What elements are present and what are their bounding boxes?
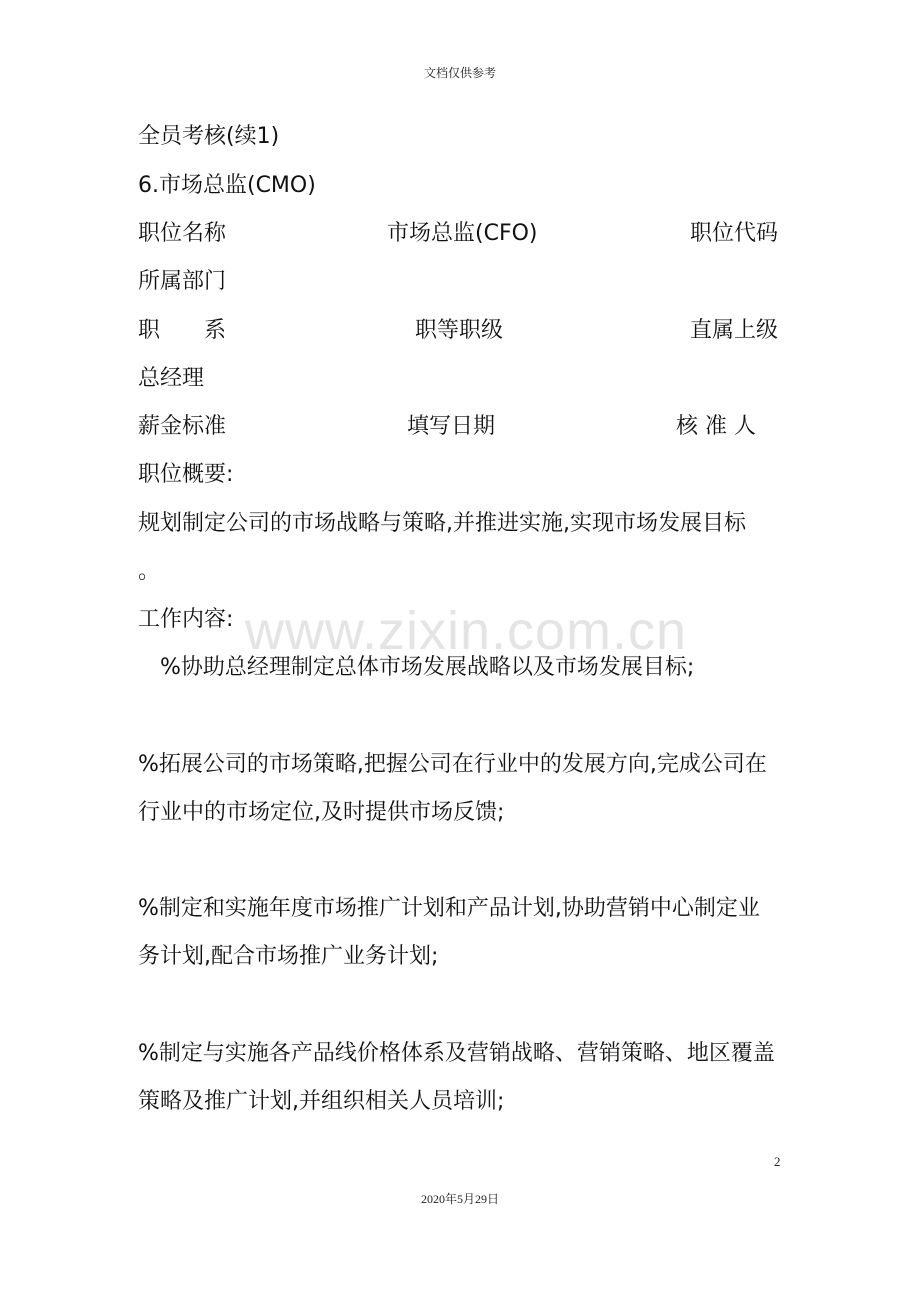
- field-label-position-code: 职位代码: [690, 221, 779, 246]
- field-label-job-family: 职 系: [138, 318, 227, 343]
- position-title: 6.市场总监(CMO): [138, 173, 316, 198]
- summary-label: 职位概要:: [138, 462, 234, 487]
- summary-text-line: 。: [138, 559, 161, 584]
- work-item-line: 策略及推广计划,并组织相关人员培训;: [138, 1089, 505, 1114]
- work-item-line: %制定和实施年度市场推广计划和产品计划,协助营销中心制定业: [138, 896, 760, 921]
- work-item-line: 行业中的市场定位,及时提供市场反馈;: [138, 800, 505, 825]
- work-item-line: %制定与实施各产品线价格体系及营销战略、营销策略、地区覆盖: [138, 1041, 775, 1066]
- field-label-approver: 核 准 人: [676, 414, 756, 439]
- field-label-fill-date: 填写日期: [407, 414, 496, 439]
- field-label-position-name: 职位名称: [138, 221, 227, 246]
- field-label-grade: 职等职级: [415, 318, 504, 343]
- field-label-department: 所属部门: [138, 269, 227, 294]
- summary-text-line: 规划制定公司的市场战略与策略,并推进实施,实现市场发展目标: [138, 511, 746, 536]
- watermark: www.zixin.com.cn: [244, 601, 688, 661]
- field-label-supervisor: 直属上级: [690, 318, 779, 343]
- work-item-line: %协助总经理制定总体市场发展战略以及市场发展目标;: [160, 655, 695, 680]
- page-number: 2: [774, 1154, 781, 1169]
- field-value-position-name: 市场总监(CFO): [387, 221, 538, 246]
- section-title: 全员考核(续1): [138, 124, 280, 149]
- page-header: 文档仅供参考: [423, 66, 496, 80]
- work-item-line: 务计划,配合市场推广业务计划;: [138, 944, 439, 969]
- work-content-label: 工作内容:: [138, 607, 234, 632]
- field-label-salary: 薪金标准: [138, 414, 227, 439]
- page-footer-date: 2020年5月29日: [420, 1192, 499, 1206]
- field-value-supervisor: 总经理: [138, 366, 205, 391]
- work-item-line: %拓展公司的市场策略,把握公司在行业中的发展方向,完成公司在: [138, 752, 767, 777]
